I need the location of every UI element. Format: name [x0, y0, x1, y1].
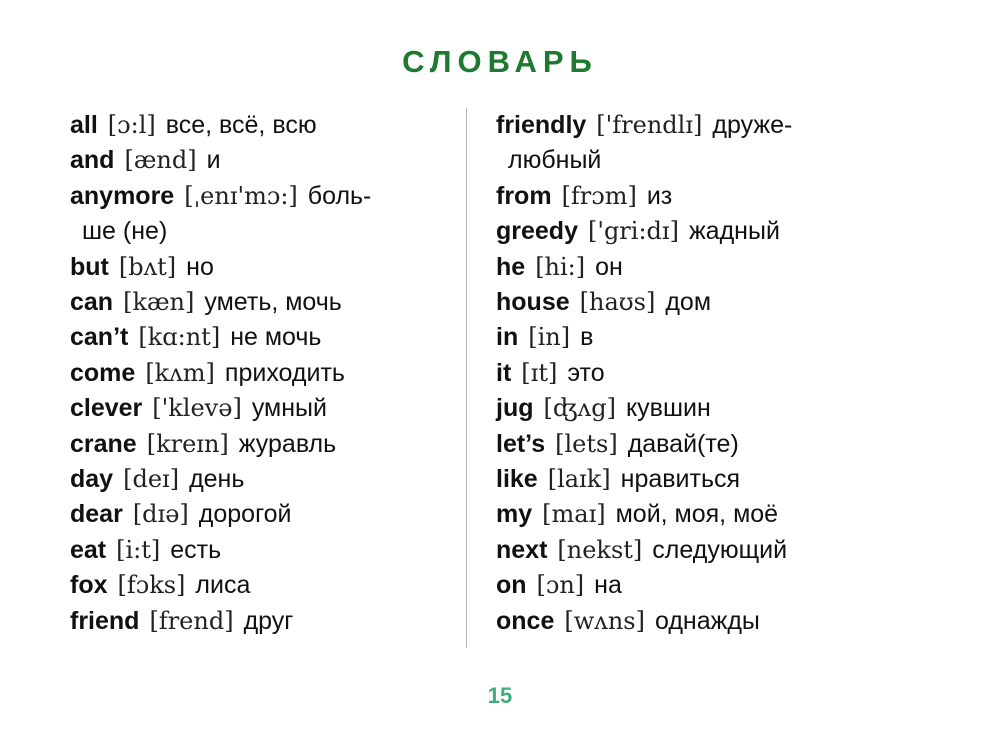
entry-word: from	[496, 181, 552, 210]
entry-word: all	[70, 111, 98, 139]
dictionary-entry	[70, 497, 450, 532]
entry-word: come	[70, 358, 136, 387]
dictionary-entry	[70, 391, 450, 426]
entry-transcription: [frend]	[149, 606, 234, 635]
dictionary-entry	[496, 214, 896, 249]
entry-meaning: мой, моя, моё	[615, 500, 779, 529]
entry-meaning: дом	[665, 288, 712, 317]
entry-transcription: [ɔ:l]	[107, 111, 156, 139]
entry-word: dear	[70, 500, 123, 529]
entry-transcription: [ˌenɪ'mɔ:]	[184, 181, 298, 210]
entry-word: once	[496, 606, 555, 635]
dictionary-entry	[496, 462, 896, 497]
dictionary-entry	[70, 568, 450, 603]
entry-meaning: есть	[170, 535, 222, 564]
entry-word: in	[496, 323, 519, 352]
entry-meaning: умный	[251, 394, 327, 423]
page-number: 15	[487, 683, 513, 708]
entry-meaning: это	[567, 358, 605, 387]
entry-meaning: друже-	[712, 111, 793, 139]
dictionary-entry	[496, 497, 896, 532]
entry-meaning: кувшин	[625, 394, 711, 423]
entry-transcription: [maɪ]	[542, 500, 606, 529]
entry-word: crane	[70, 429, 137, 458]
page-title: СЛОВАРЬ	[402, 44, 598, 79]
entry-word: day	[70, 465, 114, 494]
entry-transcription: [dɪə]	[132, 500, 189, 529]
entry-word: jug	[496, 394, 534, 423]
entry-word: but	[70, 252, 109, 281]
entry-meaning: не мочь	[230, 323, 322, 352]
entry-transcription: ['klevə]	[152, 394, 242, 423]
dictionary-entry	[496, 533, 896, 568]
dictionary-entry	[496, 568, 896, 603]
entry-meaning: боль-	[307, 181, 372, 210]
entry-word: clever	[70, 394, 143, 423]
left-column	[70, 108, 450, 639]
entry-transcription: ['gri:dɪ]	[587, 217, 679, 246]
entry-word: let’s	[496, 429, 546, 458]
entry-meaning: жадный	[688, 217, 780, 246]
entry-transcription: [nekst]	[557, 535, 643, 564]
column-divider	[466, 108, 467, 648]
entry-meaning: давай(те)	[627, 429, 739, 458]
dictionary-entry	[70, 356, 450, 391]
entry-transcription: [kʌm]	[145, 358, 215, 387]
entry-transcription: ['frendlɪ]	[596, 111, 703, 139]
entry-transcription: [ænd]	[124, 146, 197, 175]
entry-word: greedy	[496, 217, 578, 246]
entry-word: like	[496, 465, 538, 494]
entry-transcription: [ʤʌg]	[543, 394, 616, 423]
entry-word: he	[496, 252, 526, 281]
entry-transcription: [bʌt]	[118, 252, 177, 281]
dictionary-entry	[496, 320, 896, 355]
entry-transcription: [i:t]	[116, 535, 161, 564]
entry-meaning: день	[189, 465, 245, 494]
dictionary-entry	[70, 320, 450, 355]
entry-word: it	[496, 358, 512, 387]
entry-word: and	[70, 146, 115, 175]
dictionary-entry	[70, 108, 450, 143]
dictionary-entry	[70, 143, 450, 178]
entry-word: my	[496, 500, 533, 529]
entry-transcription: [wʌns]	[564, 606, 645, 635]
dictionary-entry	[496, 179, 896, 214]
right-column	[496, 108, 896, 639]
entry-word: can	[70, 288, 114, 317]
entry-word: next	[496, 535, 548, 564]
entry-transcription: [laɪk]	[547, 465, 611, 494]
entry-meaning: он	[595, 252, 623, 281]
entry-meaning: уметь, мочь	[204, 288, 342, 317]
entry-transcription: [in]	[528, 323, 571, 352]
entry-transcription: [haʊs]	[579, 288, 656, 317]
entry-meaning: из	[646, 181, 673, 210]
entry-transcription: [lets]	[555, 429, 618, 458]
entry-word: friend	[70, 606, 140, 635]
entry-meaning: и	[206, 146, 221, 175]
dictionary-entry	[70, 604, 450, 639]
entry-meaning: журавль	[238, 429, 337, 458]
dictionary-entry	[496, 391, 896, 426]
entry-word: anymore	[70, 181, 175, 210]
entry-meaning: лиса	[195, 571, 251, 600]
entry-transcription: [kɑ:nt]	[138, 323, 221, 352]
entry-transcription: [ɔn]	[536, 571, 585, 600]
entry-word: can’t	[70, 323, 129, 352]
entry-meaning: однажды	[654, 606, 760, 635]
entry-meaning-continuation: любный	[508, 146, 602, 175]
entry-transcription: [hi:]	[535, 252, 586, 281]
entry-word: fox	[70, 571, 108, 600]
entry-transcription: [kreɪn]	[146, 429, 229, 458]
entry-word: friendly	[496, 111, 587, 139]
entry-meaning: но	[186, 252, 214, 281]
dictionary-entry	[70, 250, 450, 285]
dictionary-entry	[496, 285, 896, 320]
dictionary-entry	[70, 427, 450, 462]
entry-meaning: следующий	[652, 535, 788, 564]
entry-word: house	[496, 288, 570, 317]
entry-transcription: [deɪ]	[123, 465, 180, 494]
dictionary-entry	[496, 604, 896, 639]
entry-transcription: [ɪt]	[521, 358, 558, 387]
dictionary-entry	[496, 356, 896, 391]
dictionary-entry	[70, 285, 450, 320]
dictionary-entry	[70, 179, 450, 250]
entry-meaning: нравиться	[620, 465, 741, 494]
entry-meaning: на	[594, 571, 622, 600]
entry-meaning: в	[580, 323, 594, 352]
entry-meaning: друг	[243, 606, 294, 635]
entry-meaning-continuation: ше (не)	[82, 217, 168, 246]
entry-meaning: все, всё, всю	[165, 111, 317, 139]
dictionary-entry	[70, 533, 450, 568]
dictionary-entry	[496, 108, 896, 179]
entry-word: eat	[70, 535, 107, 564]
entry-transcription: [fɔks]	[117, 571, 186, 600]
entry-word: on	[496, 571, 527, 600]
entry-transcription: [frɔm]	[561, 181, 637, 210]
dictionary-entry	[496, 250, 896, 285]
entry-meaning: приходить	[224, 358, 345, 387]
entry-transcription: [kæn]	[123, 288, 195, 317]
entry-meaning: дорогой	[198, 500, 292, 529]
dictionary-entry	[70, 462, 450, 497]
dictionary-entry	[496, 427, 896, 462]
